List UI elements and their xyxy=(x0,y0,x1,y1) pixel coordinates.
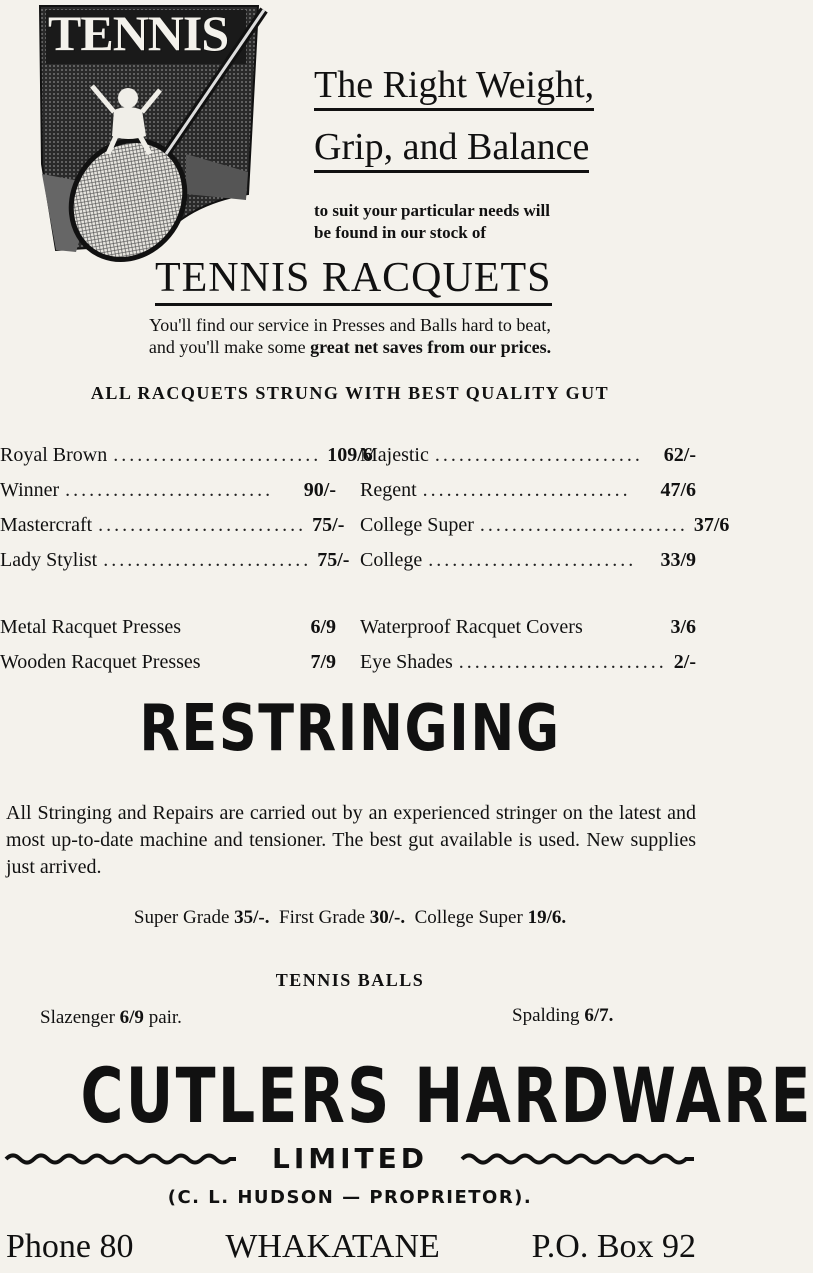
wave-divider-right xyxy=(462,1152,694,1166)
service-line-2-bold: great net saves from our prices. xyxy=(310,337,552,357)
item-name: Eye Shades xyxy=(360,651,453,673)
limited-banner xyxy=(0,1142,700,1176)
item-price: 109/6 xyxy=(327,444,373,466)
item-price: 6/9 xyxy=(310,616,336,638)
price-row: Regent .......................... 47/6 xyxy=(360,479,696,501)
item-name: College Super xyxy=(360,514,474,536)
ball-price: 6/9 xyxy=(119,1007,144,1028)
restringing-text: All Stringing and Repairs are carried out by an experienced stringer on the latest and most up-to-date machine and tensioner. The best gut available is used. New supplies just arrived. xyxy=(6,802,696,878)
footer-town: WHAKATANE xyxy=(225,1228,440,1265)
company-limited: LIMITED xyxy=(271,1142,428,1175)
ball-price: 6/7. xyxy=(584,1005,614,1026)
price-row: Lady Stylist .......................... 75/- xyxy=(0,549,350,571)
grade-price: 19/6. xyxy=(527,907,567,928)
grade-label: College Super xyxy=(414,907,523,928)
price-row: Royal Brown .......................... 109/6 xyxy=(0,444,373,466)
item-price: 62/- xyxy=(663,444,696,466)
item-price: 37/6 xyxy=(693,514,730,536)
item-price: 33/9 xyxy=(660,549,696,571)
grade-price: 35/-. xyxy=(234,907,270,928)
ball-label: Slazenger xyxy=(40,1007,115,1028)
item-name: Waterproof Racquet Covers xyxy=(360,616,583,638)
tennis-balls-title: TENNIS BALLS xyxy=(275,970,425,990)
grade-label: Super Grade xyxy=(133,907,230,928)
item-price: 75/- xyxy=(312,514,345,536)
restringing-title: RESTRINGING xyxy=(139,692,561,766)
service-line-2-regular: and you'll make some xyxy=(148,337,306,357)
footer-phone: Phone 80 xyxy=(6,1228,134,1265)
item-name: Mastercraft xyxy=(0,514,93,536)
item-price: 90/- xyxy=(303,479,336,501)
item-name: Wooden Racquet Presses xyxy=(0,651,201,673)
company-name: CUTLERS HARDWARE xyxy=(80,1051,813,1140)
spalding-price xyxy=(512,1005,613,1027)
intro-line-2: be found in our stock of xyxy=(314,223,487,242)
item-name: Winner xyxy=(0,479,60,501)
item-name: Majestic xyxy=(360,444,429,466)
footer-contact xyxy=(6,1227,696,1267)
item-name: Regent xyxy=(360,479,417,501)
service-line-2 xyxy=(0,336,700,358)
grade-price: 30/-. xyxy=(369,907,406,928)
item-name: Royal Brown xyxy=(0,444,108,466)
item-price: 47/6 xyxy=(660,479,696,501)
service-text xyxy=(0,314,700,358)
price-row xyxy=(0,650,336,674)
ball-label: Spalding xyxy=(512,1005,580,1026)
price-row: College Super .......................... 37/6 xyxy=(360,514,730,536)
item-name: Lady Stylist xyxy=(0,549,98,571)
intro-text xyxy=(314,200,684,244)
service-line-1: You'll find our service in Presses and Balls hard to beat, xyxy=(149,315,551,335)
proprietor-line: (C. L. HUDSON — PROPRIETOR). xyxy=(167,1187,533,1208)
item-name: College xyxy=(360,549,423,571)
price-row: Eye Shades .......................... 2/- xyxy=(360,651,696,673)
item-price: 2/- xyxy=(673,651,696,673)
price-row: Mastercraft .......................... 75/- xyxy=(0,514,345,536)
price-row: Winner .......................... 90/- xyxy=(0,479,336,501)
grade-prices xyxy=(0,907,700,929)
strung-notice: ALL RACQUETS STRUNG WITH BEST QUALITY GUT xyxy=(90,383,610,403)
price-row xyxy=(0,615,336,639)
intro-line-1: to suit your particular needs will xyxy=(314,201,550,220)
item-price: 7/9 xyxy=(310,651,336,673)
grade-label: First Grade xyxy=(279,907,366,928)
price-row xyxy=(360,615,696,639)
price-row: College .......................... 33/9 xyxy=(360,549,696,571)
racquets-title: TENNIS RACQUETS xyxy=(155,257,552,306)
headline-line-1: The Right Weight, xyxy=(314,66,594,111)
headline-line-2: Grip, and Balance xyxy=(314,128,589,173)
item-price: 3/6 xyxy=(670,616,696,638)
footer-po-box: P.O. Box 92 xyxy=(531,1228,696,1265)
slazenger-price xyxy=(40,1007,182,1029)
price-row: Majestic .......................... 62/- xyxy=(360,444,696,466)
tennis-logo-icon xyxy=(36,4,268,266)
item-price: 75/- xyxy=(317,549,350,571)
ball-suffix: pair. xyxy=(148,1007,182,1028)
item-name: Metal Racquet Presses xyxy=(0,616,182,638)
logo-text: TENNIS xyxy=(48,5,229,61)
